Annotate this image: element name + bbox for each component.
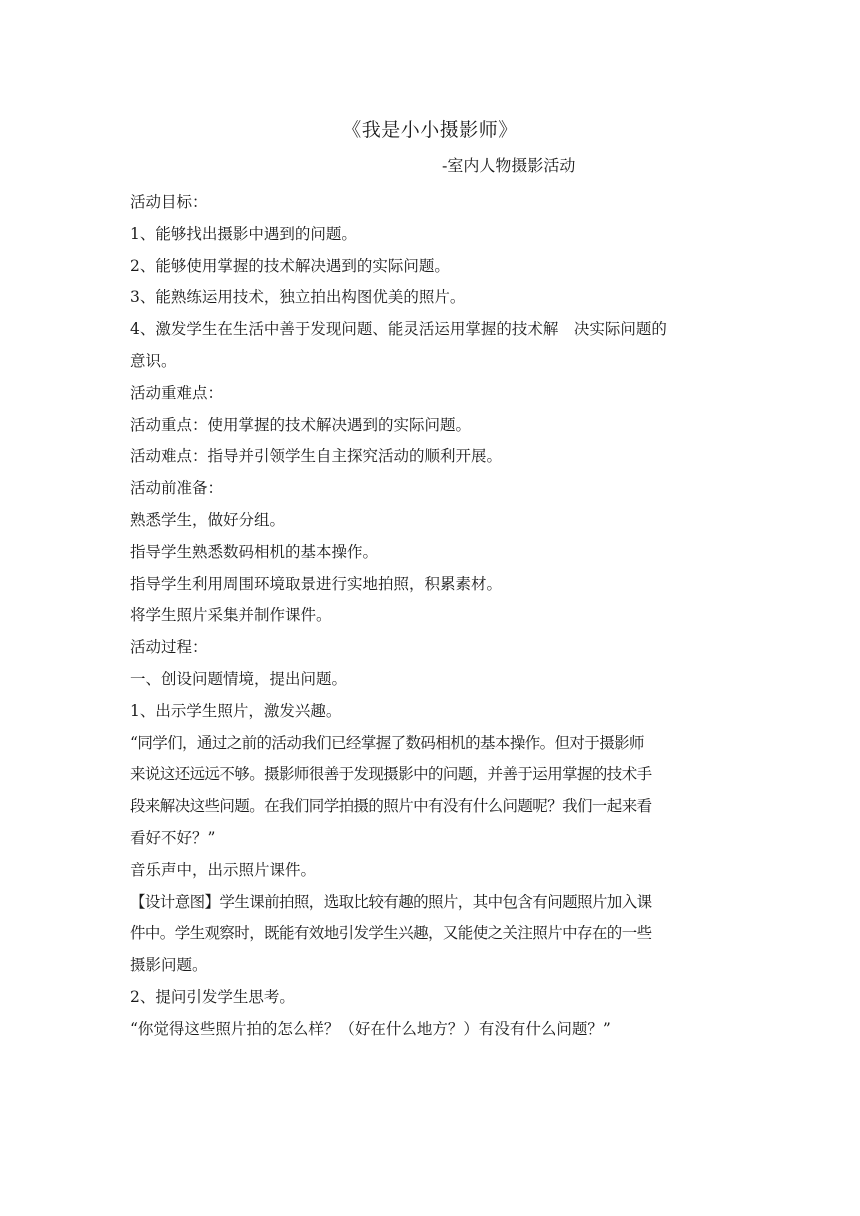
- section-heading-preparation: 活动前准备：: [130, 479, 224, 498]
- paragraph-line: 一、创设问题情境，提出问题。: [130, 669, 348, 688]
- paragraph-line: 4、激发学生在生活中善于发现问题、能灵活运用掌握的技术解 决实际问题的: [130, 320, 667, 339]
- section-heading-process: 活动过程：: [130, 638, 208, 657]
- paragraph-line: 活动难点：指导并引领学生自主探究活动的顺利开展。: [130, 447, 503, 466]
- paragraph-line: 指导学生利用周围环境取景进行实地拍照，积累素材。: [130, 574, 503, 593]
- paragraph-line: 意识。: [130, 351, 177, 370]
- document-title: 《我是小小摄影师》: [342, 119, 518, 141]
- paragraph-line: 3、能熟练运用技术，独立拍出构图优美的照片。: [130, 288, 466, 307]
- quote-line: 来说这还远远不够。摄影师很善于发现摄影中的问题，并善于运用掌握的技术手: [130, 765, 652, 784]
- paragraph-line: 熟悉学生，做好分组。: [130, 510, 286, 529]
- paragraph-line: 2、提问引发学生思考。: [130, 987, 295, 1006]
- document-body: [130, 187, 730, 1046]
- section-heading-key-points: 活动重难点：: [130, 383, 224, 402]
- design-intent-line: 摄影问题。: [130, 956, 208, 975]
- paragraph-line: 指导学生熟悉数码相机的基本操作。: [130, 542, 379, 561]
- design-intent-line: 件中。学生观察时，既能有效地引发学生兴趣，又能使之关注照片中存在的一些: [130, 924, 652, 943]
- quote-line: 段来解决这些问题。在我们同学拍摄的照片中有没有什么问题呢？我们一起来看: [130, 797, 652, 816]
- quote-line: “同学们，通过之前的活动我们已经掌握了数码相机的基本操作。但对于摄影师: [130, 733, 644, 752]
- paragraph-line: 2、能够使用掌握的技术解决遇到的实际问题。: [130, 256, 450, 275]
- paragraph-line: 活动重点：使用掌握的技术解决遇到的实际问题。: [130, 415, 472, 434]
- quote-line: “你觉得这些照片拍的怎么样？（好在什么地方？）有没有什么问题？”: [130, 1019, 611, 1038]
- design-intent-line: 【设计意图】学生课前拍照，选取比较有趣的照片，其中包含有问题照片加入课: [130, 892, 652, 911]
- section-heading-goals: 活动目标：: [130, 193, 208, 211]
- paragraph-line: 1、出示学生照片，激发兴趣。: [130, 701, 342, 720]
- document-subtitle: -室内人物摄影活动: [442, 156, 576, 175]
- quote-line: 看好不好？”: [130, 828, 216, 847]
- paragraph-line: 将学生照片采集并制作课件。: [130, 606, 332, 625]
- paragraph-line: 音乐声中，出示照片课件。: [130, 860, 317, 879]
- paragraph-line: 1、能够找出摄影中遇到的问题。: [130, 224, 357, 243]
